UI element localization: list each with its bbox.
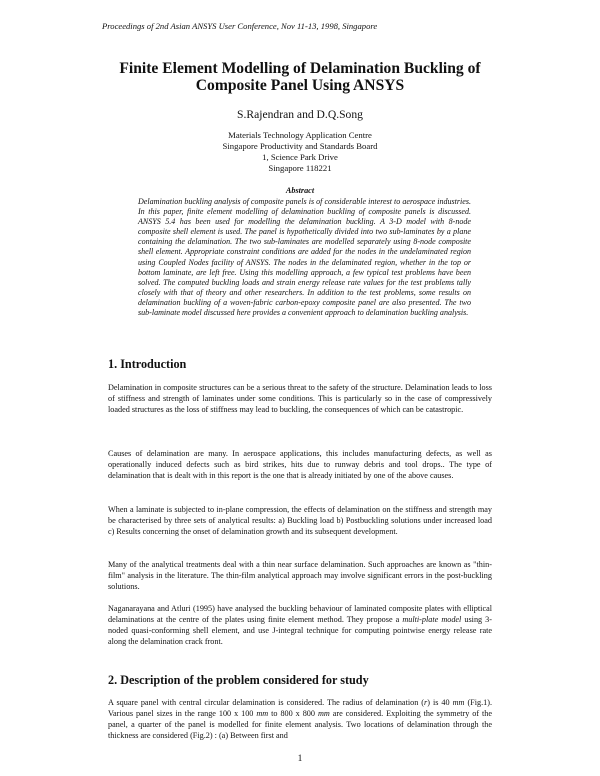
conference-header: Proceedings of 2nd Asian ANSYS User Conference, Nov 11-13, 1998, Singapore	[102, 21, 378, 31]
affiliation-line: 1, Science Park Drive	[262, 152, 338, 162]
abstract-text: Delamination buckling analysis of composite panels is of considerable interest to aerospace industries. In this paper, finite element modelling of delamination buckling of composite panels is discussed. ANSYS 5.4 has been used for modelling the delamination buckling. A 3-D model with 8-node composite shell element is used. The panel is hypothetically divided into two sub-laminates by a plane containing the delamination. The two sub-laminates are modelled separately using 8-node composite shell element. Appropriate constraint conditions are added for the nodes in the undelaminated region using Coupled Nodes facility of ANSYS. The nodes in the delaminated region, whether in the top or bottom laminate, are left free. Using this modelling approach, a few typical test problems have been solved. The computed buckling loads and strain energy release rate values for the test problems tally closely with that of theory and other researchers. In addition to the test problems, some results on delamination buckling of a woven-fabric carbon-epoxy composite panel are also presented. The two sub-laminate model discussed here provides a convenient approach to delamination buckling analysis.	[138, 197, 471, 318]
text-run: A square panel with central circular delamination is considered. The radius of delamination (	[108, 698, 425, 707]
text-run: to 800 x 800	[268, 709, 318, 718]
text-run: are considered. Exploiting the symmetry of the panel, a quarter of the panel is modelled for finite element analysis. Two locations of delamination through the thickness are considered (Fig.2) : (a) Between first and	[108, 709, 493, 740]
affiliation	[80, 130, 520, 174]
authors: S.Rajendran and D.Q.Song	[237, 108, 363, 121]
problem-paragraph	[108, 697, 492, 741]
intro-paragraph-1: Delamination in composite structures can be a serious threat to the safety of the structure. Delamination leads to loss of stiffness and strength of laminates under some conditions. This is particularly so in the case of compressively loaded structures as the loss of stiffness may lead to buckling, the consequences of which can be catastropic.	[108, 383, 492, 414]
unit-mm: mm	[317, 709, 330, 718]
affiliation-line: Singapore 118221	[268, 163, 332, 173]
text-run: Naganarayana and Atluri (1995) have analysed the buckling behaviour of laminated composite plates with elliptical delaminations at the centre of the plates using finite element method. They propose a	[108, 604, 492, 624]
emphasis-multi-plate-model: multi-plate model	[402, 615, 462, 624]
text-run: (Fig.1). Various panel sizes in the range 100 x 100	[108, 698, 493, 718]
section-1-heading: 1. Introduction	[108, 357, 187, 371]
affiliation-line: Materials Technology Application Centre	[228, 130, 372, 140]
affiliation-line: Singapore Productivity and Standards Board	[222, 141, 378, 151]
page-number: 1	[297, 754, 303, 764]
intro-paragraph-4: Many of the analytical treatments deal with a thin near surface delamination. Such approaches are known as "thin-film" analysis in the literature. The thin-film analytical approach may involve significant errors in the post-buckling solutions.	[108, 560, 492, 591]
abstract-heading: Abstract	[285, 186, 315, 195]
intro-paragraph-2: Causes of delamination are many. In aerospace applications, this includes manufacturing defects, as well as operationally induced defects such as bird strikes, hits due to runway debris and tool drops.. The type of delamination that is dealt with in this report is the one that is already initiated by one of the above causes.	[108, 449, 492, 480]
intro-paragraph-3: When a laminate is subjected to in-plane compression, the effects of delamination on the stiffness and strength may be characterised by three sets of analytical results: a) Buckling load b) Postbuckling solutions under increased load c) Results concerning the onset of delamination growth and its subsequent development.	[108, 505, 492, 536]
paper-title	[80, 60, 520, 94]
title-line-1: Finite Element Modelling of Delamination Buckling of	[119, 60, 481, 77]
intro-paragraph-5	[108, 603, 492, 647]
text-run: ) is 40	[427, 698, 453, 707]
symbol-r: r	[424, 698, 428, 707]
text-run: using 3-noded quasi-conforming shell element, and use J-integral technique for computing pointwise energy release rate along the delamination crack front.	[108, 615, 493, 646]
unit-mm: mm	[256, 709, 269, 718]
section-2-heading: 2. Description of the problem considered for study	[108, 673, 369, 687]
title-line-2: Composite Panel Using ANSYS	[195, 77, 405, 94]
unit-mm: mm	[452, 698, 465, 707]
